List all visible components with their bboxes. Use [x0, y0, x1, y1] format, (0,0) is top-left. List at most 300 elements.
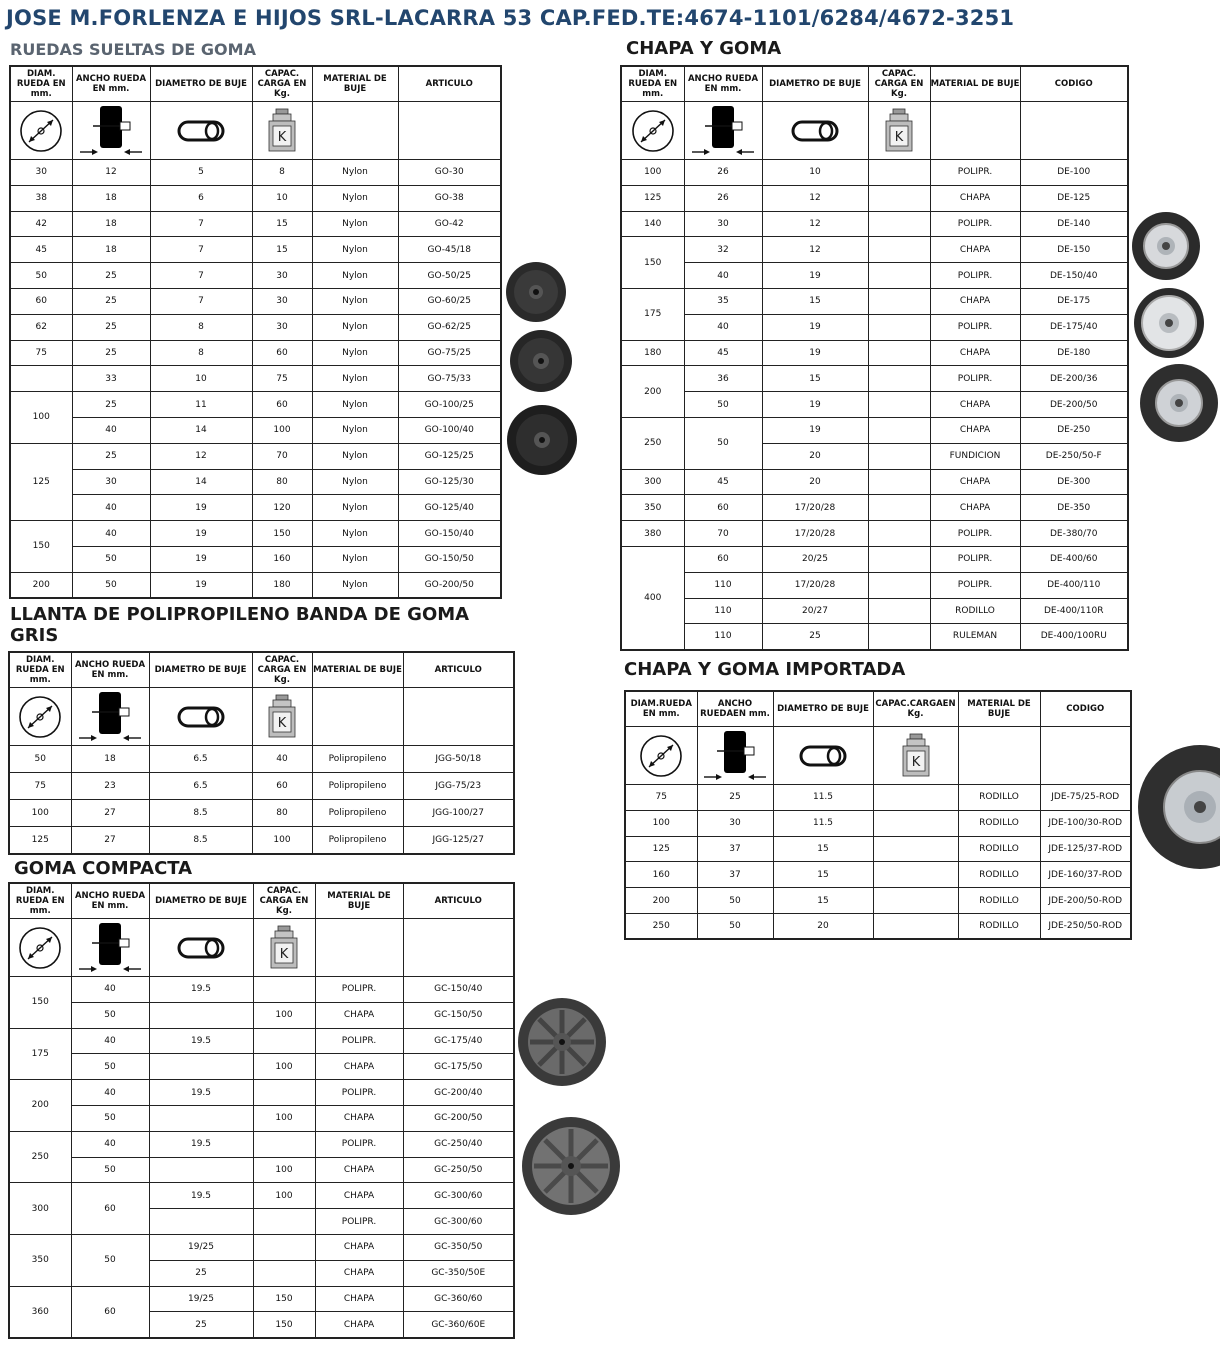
capacity-cell: 100	[253, 1105, 315, 1131]
capacity-cell: 100	[252, 417, 312, 443]
table-row	[9, 1131, 514, 1157]
weight-icon	[252, 688, 312, 746]
width-cell: 26	[684, 185, 762, 211]
hub-diameter-cell: 25	[149, 1260, 253, 1286]
material-cell: POLIPR.	[930, 314, 1020, 340]
empty-icon-cell	[930, 102, 1020, 160]
column-header: DIAM. RUEDA EN mm.	[9, 652, 71, 688]
width-cell: 110	[684, 624, 762, 650]
capacity-cell	[253, 1028, 315, 1054]
diameter-cell: 100	[621, 160, 684, 186]
material-cell: Nylon	[312, 469, 398, 495]
metal-wheel-image	[1138, 362, 1220, 444]
table-row	[10, 366, 501, 392]
column-header: CAPAC. CARGA EN Kg.	[252, 66, 312, 102]
metal-wheel-image	[1134, 742, 1220, 872]
material-cell: Nylon	[312, 521, 398, 547]
width-cell: 23	[71, 773, 149, 800]
table-goma-compacta	[8, 882, 515, 1339]
hub-icon	[762, 102, 868, 160]
table-row	[621, 288, 1128, 314]
hub-diameter-cell: 15	[773, 836, 873, 862]
table-row	[625, 810, 1131, 836]
column-header: DIAM. RUEDA EN mm.	[10, 66, 72, 102]
table-row	[625, 785, 1131, 811]
hub-diameter-cell: 8.5	[149, 827, 252, 854]
code-cell: JDE-250/50-ROD	[1040, 913, 1131, 939]
material-cell: CHAPA	[315, 1286, 403, 1312]
code-cell: GO-125/25	[398, 443, 501, 469]
material-cell: Nylon	[312, 237, 398, 263]
material-cell: Nylon	[312, 211, 398, 237]
hub-diameter-cell	[149, 1105, 253, 1131]
material-cell: RODILLO	[958, 862, 1040, 888]
material-cell: CHAPA	[930, 288, 1020, 314]
column-header: DIAM. RUEDA EN mm.	[621, 66, 684, 102]
capacity-cell	[868, 624, 930, 650]
code-cell: GC-360/60E	[403, 1312, 514, 1338]
table-row	[621, 417, 1128, 443]
table-row	[10, 417, 501, 443]
capacity-cell: 10	[252, 185, 312, 211]
weight-icon	[873, 727, 958, 785]
hub-diameter-cell: 19.5	[149, 1131, 253, 1157]
empty-icon-cell	[312, 102, 398, 160]
material-cell: CHAPA	[930, 392, 1020, 418]
hub-diameter-cell: 14	[150, 417, 252, 443]
table-row	[9, 1234, 514, 1260]
svg-text:K: K	[894, 129, 904, 145]
capacity-cell	[868, 288, 930, 314]
column-header: MATERIAL DE BUJE	[315, 883, 403, 919]
capacity-cell: 160	[252, 546, 312, 572]
capacity-cell: 30	[252, 263, 312, 289]
width-cell: 25	[72, 263, 150, 289]
table-header-row	[10, 66, 501, 102]
code-cell: JDE-75/25-ROD	[1040, 785, 1131, 811]
capacity-cell	[868, 417, 930, 443]
code-cell: DE-250/50-F	[1020, 443, 1128, 469]
hub-diameter-cell	[149, 1209, 253, 1235]
hub-diameter-cell: 19	[150, 572, 252, 598]
capacity-cell	[868, 340, 930, 366]
code-cell: GO-100/40	[398, 417, 501, 443]
capacity-cell	[868, 572, 930, 598]
svg-text:K: K	[277, 129, 287, 145]
capacity-cell	[873, 810, 958, 836]
code-cell: JDE-125/37-ROD	[1040, 836, 1131, 862]
table-row	[621, 314, 1128, 340]
hub-diameter-cell: 8	[150, 314, 252, 340]
diameter-cell: 100	[10, 392, 72, 444]
hub-diameter-cell: 20/27	[762, 598, 868, 624]
capacity-cell	[868, 160, 930, 186]
width-cell: 60	[71, 1286, 149, 1338]
code-cell: GO-150/40	[398, 521, 501, 547]
code-cell: GO-60/25	[398, 288, 501, 314]
hub-diameter-cell	[149, 1157, 253, 1183]
hub-diameter-cell: 15	[773, 862, 873, 888]
code-cell: GC-200/50	[403, 1105, 514, 1131]
capacity-cell	[868, 237, 930, 263]
diameter-cell: 150	[9, 977, 71, 1029]
width-cell: 50	[71, 1234, 149, 1286]
material-cell: RULEMAN	[930, 624, 1020, 650]
diameter-cell	[10, 366, 72, 392]
code-cell: GO-125/30	[398, 469, 501, 495]
table-row	[625, 836, 1131, 862]
code-cell: DE-150/40	[1020, 263, 1128, 289]
table-header-row	[9, 883, 514, 919]
material-cell: POLIPR.	[315, 977, 403, 1003]
diameter-cell: 250	[9, 1131, 71, 1183]
code-cell: GO-42	[398, 211, 501, 237]
capacity-cell	[253, 1234, 315, 1260]
hub-diameter-cell	[149, 1054, 253, 1080]
capacity-cell: 8	[252, 160, 312, 186]
capacity-cell	[873, 785, 958, 811]
hub-diameter-cell: 17/20/28	[762, 495, 868, 521]
empty-icon-cell	[398, 102, 501, 160]
table-row	[10, 546, 501, 572]
capacity-cell: 75	[252, 366, 312, 392]
table-llanta-polipropileno	[8, 651, 515, 855]
code-cell: DE-300	[1020, 469, 1128, 495]
width-cell: 45	[684, 340, 762, 366]
column-header: DIAMETRO DE BUJE	[149, 652, 252, 688]
diameter-cell: 300	[621, 469, 684, 495]
column-header: MATERIAL DE BUJE	[312, 652, 403, 688]
hub-diameter-cell: 15	[773, 888, 873, 914]
width-cell: 36	[684, 366, 762, 392]
hub-diameter-cell: 25	[149, 1312, 253, 1338]
width-icon	[684, 102, 762, 160]
diameter-cell: 180	[621, 340, 684, 366]
table-row	[9, 1054, 514, 1080]
material-cell: POLIPR.	[930, 263, 1020, 289]
diameter-cell: 50	[10, 263, 72, 289]
material-cell: FUNDICION	[930, 443, 1020, 469]
width-icon	[71, 919, 149, 977]
width-cell: 110	[684, 572, 762, 598]
hub-diameter-cell: 6.5	[149, 746, 252, 773]
table-row	[10, 314, 501, 340]
capacity-cell: 30	[252, 314, 312, 340]
table-row	[10, 288, 501, 314]
table-row	[621, 185, 1128, 211]
icon-row	[621, 102, 1128, 160]
capacity-cell	[253, 1131, 315, 1157]
hub-diameter-cell: 7	[150, 263, 252, 289]
table-row	[625, 888, 1131, 914]
material-cell: RODILLO	[930, 598, 1020, 624]
hub-diameter-cell: 8	[150, 340, 252, 366]
table-chapa-y-goma-importada	[624, 690, 1132, 940]
hub-diameter-cell: 19	[762, 263, 868, 289]
material-cell: Nylon	[312, 443, 398, 469]
width-cell: 50	[71, 1105, 149, 1131]
hub-diameter-cell: 11.5	[773, 785, 873, 811]
empty-icon-cell	[312, 688, 403, 746]
code-cell: DE-380/70	[1020, 521, 1128, 547]
material-cell: POLIPR.	[930, 160, 1020, 186]
code-cell: DE-175	[1020, 288, 1128, 314]
code-cell: GC-250/40	[403, 1131, 514, 1157]
width-cell: 18	[72, 211, 150, 237]
column-header: DIAMETRO DE BUJE	[149, 883, 253, 919]
material-cell: CHAPA	[930, 469, 1020, 495]
code-cell: GO-45/18	[398, 237, 501, 263]
capacity-cell	[868, 392, 930, 418]
diameter-icon	[9, 688, 71, 746]
spoked-wheel-image	[520, 1115, 622, 1217]
column-header: CAPAC. CARGA EN Kg.	[252, 652, 312, 688]
table-row	[9, 1183, 514, 1209]
width-cell: 30	[72, 469, 150, 495]
width-cell: 45	[684, 469, 762, 495]
table-row	[10, 160, 501, 186]
hub-diameter-cell: 20	[762, 469, 868, 495]
width-cell: 25	[697, 785, 773, 811]
material-cell: POLIPR.	[930, 366, 1020, 392]
width-cell: 40	[72, 417, 150, 443]
width-cell: 60	[684, 495, 762, 521]
table-row	[621, 237, 1128, 263]
hub-diameter-cell: 15	[762, 288, 868, 314]
capacity-cell	[873, 836, 958, 862]
capacity-cell: 60	[252, 392, 312, 418]
column-header: DIAMETRO DE BUJE	[773, 691, 873, 727]
metal-wheel-image	[1132, 286, 1206, 360]
width-cell: 40	[72, 521, 150, 547]
code-cell: GO-50/25	[398, 263, 501, 289]
hub-diameter-cell: 19	[762, 392, 868, 418]
table-header-row	[621, 66, 1128, 102]
material-cell: CHAPA	[315, 1157, 403, 1183]
capacity-cell	[253, 1260, 315, 1286]
capacity-cell: 60	[252, 773, 312, 800]
width-cell: 40	[684, 263, 762, 289]
capacity-cell	[253, 1080, 315, 1106]
hub-diameter-cell: 8.5	[149, 800, 252, 827]
table-row	[9, 827, 514, 854]
material-cell: Nylon	[312, 366, 398, 392]
width-cell: 35	[684, 288, 762, 314]
table-row	[621, 495, 1128, 521]
weight-icon	[252, 102, 312, 160]
diameter-cell: 30	[10, 160, 72, 186]
code-cell: GC-250/50	[403, 1157, 514, 1183]
material-cell: POLIPR.	[930, 546, 1020, 572]
width-cell: 50	[71, 1002, 149, 1028]
diameter-cell: 62	[10, 314, 72, 340]
width-cell: 25	[72, 340, 150, 366]
width-cell: 40	[71, 1131, 149, 1157]
hub-diameter-cell: 19	[150, 546, 252, 572]
table-row	[9, 1028, 514, 1054]
material-cell: RODILLO	[958, 810, 1040, 836]
column-header: DIAMETRO DE BUJE	[150, 66, 252, 102]
code-cell: GC-175/40	[403, 1028, 514, 1054]
material-cell: CHAPA	[930, 185, 1020, 211]
capacity-cell	[253, 977, 315, 1003]
material-cell: POLIPR.	[315, 1028, 403, 1054]
hub-diameter-cell: 10	[762, 160, 868, 186]
table-header-row	[625, 691, 1131, 727]
column-header: CAPAC. CARGA EN Kg.	[253, 883, 315, 919]
table-row	[9, 1157, 514, 1183]
code-cell: JGG-125/27	[403, 827, 514, 854]
table-row	[10, 185, 501, 211]
hub-diameter-cell: 19	[762, 417, 868, 443]
capacity-cell	[873, 888, 958, 914]
code-cell: DE-400/100RU	[1020, 624, 1128, 650]
width-cell: 25	[72, 314, 150, 340]
column-header: ANCHO RUEDA EN mm.	[684, 66, 762, 102]
width-cell: 70	[684, 521, 762, 547]
width-icon	[697, 727, 773, 785]
hub-diameter-cell: 19	[150, 495, 252, 521]
width-cell: 40	[71, 1080, 149, 1106]
table-row	[621, 366, 1128, 392]
diameter-cell: 75	[625, 785, 697, 811]
material-cell: CHAPA	[930, 495, 1020, 521]
table-row	[625, 913, 1131, 939]
hub-icon	[773, 727, 873, 785]
hub-diameter-cell: 19.5	[149, 1028, 253, 1054]
table-row	[10, 340, 501, 366]
diameter-cell: 75	[10, 340, 72, 366]
diameter-cell: 125	[621, 185, 684, 211]
empty-icon-cell	[403, 919, 514, 977]
material-cell: Nylon	[312, 572, 398, 598]
capacity-cell	[868, 598, 930, 624]
table-row	[10, 392, 501, 418]
column-header: MATERIAL DE BUJE	[312, 66, 398, 102]
material-cell: CHAPA	[930, 417, 1020, 443]
code-cell: DE-100	[1020, 160, 1128, 186]
capacity-cell: 40	[252, 746, 312, 773]
icon-row	[625, 727, 1131, 785]
code-cell: GO-38	[398, 185, 501, 211]
material-cell: Polipropileno	[312, 827, 403, 854]
material-cell: RODILLO	[958, 836, 1040, 862]
code-cell: DE-350	[1020, 495, 1128, 521]
table-row	[621, 263, 1128, 289]
metal-wheel-image	[1130, 210, 1202, 282]
width-cell: 37	[697, 836, 773, 862]
capacity-cell: 100	[253, 1157, 315, 1183]
code-cell: DE-400/110R	[1020, 598, 1128, 624]
column-header: CAPAC. CARGA EN Kg.	[868, 66, 930, 102]
table-row	[9, 1002, 514, 1028]
width-cell: 33	[72, 366, 150, 392]
capacity-cell: 180	[252, 572, 312, 598]
diameter-cell: 150	[621, 237, 684, 289]
section-title-compacta: GOMA COMPACTA	[14, 858, 193, 879]
hub-icon	[149, 919, 253, 977]
material-cell: Polipropileno	[312, 773, 403, 800]
width-cell: 60	[684, 546, 762, 572]
width-cell: 50	[71, 1054, 149, 1080]
width-cell: 50	[72, 572, 150, 598]
capacity-cell	[873, 913, 958, 939]
table-row	[621, 521, 1128, 547]
column-header: DIAMETRO DE BUJE	[762, 66, 868, 102]
diameter-cell: 200	[621, 366, 684, 418]
capacity-cell: 150	[252, 521, 312, 547]
icon-row	[9, 688, 514, 746]
code-cell: DE-200/36	[1020, 366, 1128, 392]
diameter-cell: 125	[10, 443, 72, 520]
table-row	[621, 598, 1128, 624]
capacity-cell: 100	[252, 827, 312, 854]
material-cell: Nylon	[312, 417, 398, 443]
section-title-chapa: CHAPA Y GOMA	[626, 38, 782, 59]
material-cell: RODILLO	[958, 913, 1040, 939]
width-cell: 40	[71, 977, 149, 1003]
width-cell: 26	[684, 160, 762, 186]
code-cell: JDE-160/37-ROD	[1040, 862, 1131, 888]
hub-diameter-cell: 7	[150, 237, 252, 263]
material-cell: Nylon	[312, 185, 398, 211]
diameter-cell: 38	[10, 185, 72, 211]
material-cell: Polipropileno	[312, 800, 403, 827]
capacity-cell	[868, 495, 930, 521]
spoked-wheel-image	[516, 996, 608, 1088]
material-cell: Nylon	[312, 495, 398, 521]
empty-icon-cell	[403, 688, 514, 746]
width-icon	[72, 102, 150, 160]
table-row	[9, 800, 514, 827]
code-cell: JGG-100/27	[403, 800, 514, 827]
empty-icon-cell	[1020, 102, 1128, 160]
table-row	[10, 495, 501, 521]
material-cell: Nylon	[312, 288, 398, 314]
capacity-cell	[868, 263, 930, 289]
column-header: MATERIAL DE BUJE	[958, 691, 1040, 727]
diameter-cell: 125	[625, 836, 697, 862]
capacity-cell: 30	[252, 288, 312, 314]
code-cell: GC-300/60	[403, 1209, 514, 1235]
material-cell: CHAPA	[315, 1312, 403, 1338]
hub-diameter-cell: 11	[150, 392, 252, 418]
hub-diameter-cell: 19/25	[149, 1286, 253, 1312]
table-row	[621, 392, 1128, 418]
table-row	[10, 469, 501, 495]
table-row	[9, 1080, 514, 1106]
width-cell: 18	[72, 185, 150, 211]
hub-diameter-cell: 25	[762, 624, 868, 650]
table-header-row	[9, 652, 514, 688]
code-cell: GC-150/50	[403, 1002, 514, 1028]
material-cell: RODILLO	[958, 888, 1040, 914]
column-header: CODIGO	[1040, 691, 1131, 727]
capacity-cell: 15	[252, 237, 312, 263]
table-row	[621, 469, 1128, 495]
material-cell: CHAPA	[315, 1054, 403, 1080]
width-cell: 30	[684, 211, 762, 237]
diameter-cell: 175	[9, 1028, 71, 1080]
width-cell: 50	[697, 913, 773, 939]
column-header: ANCHO RUEDA EN mm.	[72, 66, 150, 102]
black-wheel-image	[508, 328, 574, 394]
code-cell: DE-400/60	[1020, 546, 1128, 572]
column-header: ARTICULO	[403, 652, 514, 688]
material-cell: CHAPA	[930, 340, 1020, 366]
width-cell: 37	[697, 862, 773, 888]
width-cell: 60	[71, 1183, 149, 1235]
